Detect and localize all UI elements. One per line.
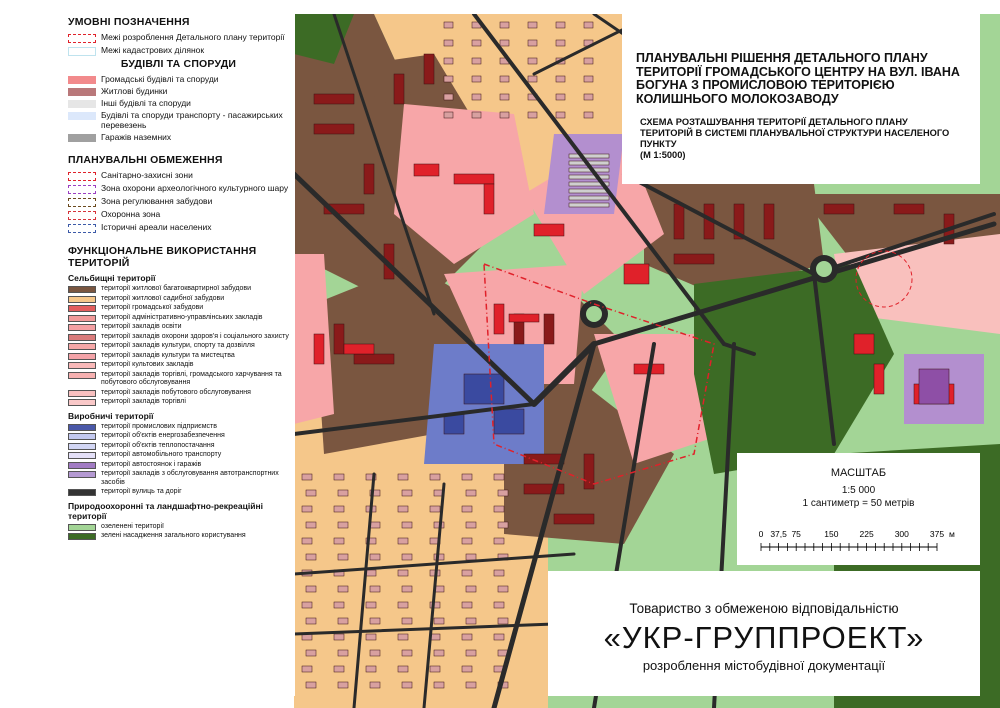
legend-swatch-fn-0-0 [68,286,96,293]
apartment-building [424,54,434,84]
legend-label: Будівлі та споруди транспорту - пасажирських перевезень [101,110,283,130]
legend-swatch-building-4 [68,134,96,142]
house-building [334,634,344,640]
legend-item [68,132,295,142]
legend-swatch-fn-0-4 [68,324,96,331]
scale-tick-label: 150 [824,529,839,539]
apartment-building [364,164,374,194]
house-building [466,554,476,560]
legend-label: озеленені території [101,522,164,530]
house-building [402,650,412,656]
company-block [548,571,980,696]
legend-item [68,488,295,497]
house-building [498,586,508,592]
legend-label: Житлові будинки [101,86,168,96]
house-building [556,94,565,100]
house-building [556,40,565,46]
company-activity: розроблення містобудівної документації [642,658,886,673]
apartment-building [584,454,594,489]
house-building [462,538,472,544]
house-building [500,76,509,82]
legend-item [68,110,295,130]
house-building [472,94,481,100]
roundabout-center [586,306,602,322]
legend-swatch-restriction-3 [68,211,96,220]
legend-swatch-plan-boundary [68,34,96,43]
legend-item [68,361,295,370]
legend-item [68,98,295,108]
house-building [472,76,481,82]
scale-text: 1 сантиметр = 50 метрів [802,498,915,509]
apartment-building [894,204,924,214]
legend-swatch-fn-0-1 [68,296,96,303]
title-block [622,14,980,184]
apartment-building [674,254,714,264]
house-building [528,58,537,64]
public-building [509,314,539,322]
house-building [370,586,380,592]
legend-swatch-restriction-2 [68,198,96,207]
house-building [556,112,565,118]
house-building [498,522,508,528]
legend-functional-title: ФУНКЦІОНАЛЬНЕ ВИКОРИСТАННЯ ТЕРИТОРІЙ [68,245,257,269]
public-building [854,334,874,354]
house-building [494,634,504,640]
scale-tick-label: 225 [859,529,874,539]
legend-item [68,74,295,84]
scale-unit: м [949,529,955,539]
legend-item [68,470,295,487]
house-building [366,634,376,640]
house-building [462,506,472,512]
legend-swatch-fn-0-10 [68,390,96,397]
legend-swatch-fn-1-1 [68,433,96,440]
legend-item [68,532,295,541]
house-building [584,112,593,118]
legend-item [68,451,295,460]
legend-item [68,432,295,441]
house-building [302,506,312,512]
map-title: ПЛАНУВАЛЬНІ РІШЕННЯ ДЕТАЛЬНОГО ПЛАНУ ТЕРИТОРІЇ ГРОМАДСЬКОГО ЦЕНТРУ НА ВУЛ. ІВАНА БОГУНА З ПРОМИСЛОВОЮ ТЕРИТОРІЄЮ КОЛИШНЬОГО МОЛОКОЗАВОДУ [636,51,960,106]
legend-label: Охоронна зона [101,209,161,219]
apartment-building [674,204,684,239]
scale-tick-label: 300 [894,529,909,539]
house-building [402,490,412,496]
public-building [534,224,564,236]
public-building [454,174,494,184]
public-building [874,364,884,394]
legend-swatch-fn-0-6 [68,343,96,350]
garage-building [569,196,609,200]
company-type: Товариство з обмеженою відповідальністю [629,601,899,616]
legend-swatch-building-3 [68,112,96,120]
house-building [466,586,476,592]
garage-building [569,154,609,158]
house-building [302,666,312,672]
apartment-building [544,314,554,344]
legend-item [68,398,295,407]
house-building [556,76,565,82]
house-building [462,666,472,672]
house-building [434,618,444,624]
legend-swatch-fn-0-8 [68,362,96,369]
garage-building [569,189,609,193]
legend-label: Громадські будівлі та споруди [101,74,219,84]
legend-item [68,333,295,342]
legend-swatch-building-0 [68,76,96,84]
scale-title: МАСШТАБ [830,467,887,479]
house-building [444,58,453,64]
scale-tick-label: 375 [929,529,945,539]
legend-label: території автомобільного транспорту [101,451,222,458]
house-building [366,666,376,672]
house-building [500,112,509,118]
legend-item [68,352,295,361]
apartment-building [354,354,394,364]
legend-item [68,285,295,294]
house-building [302,538,312,544]
legend-label: території закладів торгівлі [101,398,186,405]
legend-label: території закладів побутового обслуговування [101,388,251,396]
legend-label: території промислових підприємств [101,422,217,430]
house-building [472,112,481,118]
house-building [462,602,472,608]
house-building [398,538,408,544]
house-building [434,682,444,688]
house-building [398,570,408,576]
legend-label: Історичні ареали населених [101,222,212,232]
house-building [402,522,412,528]
legend-swatch-fn-0-5 [68,334,96,341]
house-building [338,490,348,496]
house-building [370,522,380,528]
legend-conventions-title: УМОВНІ ПОЗНАЧЕННЯ [68,16,190,28]
company-name: «УКР-ГРУППРОЕКТ» [603,620,925,655]
legend-swatch-restriction-4 [68,224,96,233]
house-building [402,554,412,560]
house-building [444,76,453,82]
house-building [466,490,476,496]
legend-label: території закладів освіти [101,323,182,330]
legend-swatch-fn-0-2 [68,305,96,312]
public-building [314,334,324,364]
house-building [494,602,504,608]
house-building [528,112,537,118]
legend-label: території закладів охорони здоров'я і соціального захисту [101,332,289,340]
legend-label: зелені насадження загального користування [101,532,246,539]
public-building [624,264,649,284]
scale-block [737,453,980,565]
legend-label: Інші будівлі та споруди [101,98,191,108]
house-building [434,650,444,656]
legend-item [68,222,295,233]
public-building [414,164,439,176]
map-subtitle [640,117,960,161]
legend-label: території закладів культури та мистецтва [101,351,235,359]
house-building [498,490,508,496]
legend-item [68,423,295,432]
apartment-building [334,324,344,354]
house-building [306,490,316,496]
house-building [338,554,348,560]
house-building [494,506,504,512]
house-building [338,682,348,688]
legend-label: території закладів культури, спорту та дозвілля [101,342,255,349]
legend-item [68,314,295,323]
garage-building [569,203,609,207]
legend-item [68,32,295,43]
legend-item [68,389,295,398]
legend-label: території громадської забудови [101,304,204,311]
legend-label: території вулиць та доріг [101,488,182,495]
legend-item [68,461,295,470]
legend-item [68,183,295,194]
public-building [484,184,494,214]
legend-item [68,45,295,56]
legend-item [68,196,295,207]
house-building [366,570,376,576]
house-building [472,58,481,64]
legend-item [68,295,295,304]
legend-swatch-fn-0-7 [68,353,96,360]
legend-item [68,209,295,220]
apartment-building [314,124,354,134]
legend-swatch-fn-1-3 [68,452,96,459]
public-building [494,304,504,334]
legend-swatch-building-2 [68,100,96,108]
house-building [398,474,408,480]
house-building [500,40,509,46]
legend-swatch-restriction-0 [68,172,96,181]
legend-item [68,86,295,96]
legend-item [68,442,295,451]
legend-label: Санітарно-захисні зони [101,170,193,180]
house-building [444,22,453,28]
house-building [444,112,453,118]
house-building [398,666,408,672]
legend-swatch-cadastral [68,47,96,56]
legend-label: території закладів з обслуговування автотранспортних засобів [101,470,279,486]
legend-label: Зона регулювання забудови [101,196,213,206]
map-subtitle-text: СХЕМА РОЗТАШУВАННЯ ТЕРИТОРІЇ ДЕТАЛЬНОГО ПЛАНУ ТЕРИТОРІЙ В СИСТЕМІ ПЛАНУВАЛЬНОЇ СТРУКТУРИ НАСЕЛЕНОГО ПУНКТУ [640,117,950,149]
legend-swatch-fn-1-4 [68,462,96,469]
legend-item [68,523,295,532]
house-building [466,650,476,656]
house-building [462,570,472,576]
legend-label: території об'єктів теплопостачання [101,441,215,449]
house-building [334,666,344,672]
house-building [498,618,508,624]
apartment-building [524,454,564,464]
house-building [402,618,412,624]
apartment-building [764,204,774,239]
house-building [584,94,593,100]
legend-swatch-fn-1-6 [68,489,96,496]
legend-label: Межі кадастрових ділянок [101,45,205,55]
house-building [430,506,440,512]
house-building [466,522,476,528]
legend-restrictions-title: ПЛАНУВАЛЬНІ ОБМЕЖЕННЯ [68,154,223,166]
legend-group-title: Сельбищні території [68,273,156,283]
scale-tick-label: 0 [758,529,764,539]
house-building [302,474,312,480]
house-building [472,40,481,46]
legend-buildings-title: БУДІВЛІ ТА СПОРУДИ [120,58,237,70]
legend-label: території культових закладів [101,361,194,368]
house-building [584,22,593,28]
legend-label: Гаражів наземних [101,132,172,142]
house-building [528,40,537,46]
legend-swatch-fn-1-0 [68,424,96,431]
legend-label: території адміністративно-управлінських закладів [101,313,263,321]
map-scale-note: (М 1:5000) [640,150,686,160]
house-building [494,570,504,576]
house-building [370,682,380,688]
legend-item [68,371,295,388]
house-building [430,602,440,608]
house-building [462,474,472,480]
house-building [370,618,380,624]
legend-swatch-fn-0-11 [68,399,96,406]
house-building [402,586,412,592]
industrial-building [494,409,524,434]
legend-item [68,323,295,332]
map-legend [62,14,295,696]
house-building [338,586,348,592]
scale-ratio: 1:5 000 [841,485,876,496]
house-building [462,634,472,640]
scale-tick-label: 37,5 [770,529,787,539]
legend-group-title: Виробничі території [68,410,154,421]
scale-tick-label: 75 [791,529,801,539]
house-building [306,682,316,688]
house-building [528,76,537,82]
legend-item [68,304,295,313]
house-building [398,634,408,640]
legend-label: території закладів торгівлі, громадського харчування та побутового обслуговування [101,370,282,386]
legend-swatch-fn-2-1 [68,533,96,540]
house-building [338,650,348,656]
zone-transport [544,134,624,214]
house-building [584,58,593,64]
legend-swatch-restriction-1 [68,185,96,194]
legend-swatch-fn-1-2 [68,443,96,450]
house-building [584,76,593,82]
house-building [306,618,316,624]
house-building [444,94,453,100]
house-building [466,682,476,688]
legend-item [68,342,295,351]
legend-swatch-building-1 [68,88,96,96]
legend-label: Межі розроблення Детального плану території [101,32,285,42]
house-building [334,602,344,608]
legend-label: території об'єктів енергозабезпечення [101,432,225,439]
house-building [306,586,316,592]
legend-label: території автостоянок і гаражів [101,460,202,468]
apartment-building [394,74,404,104]
house-building [402,682,412,688]
house-building [334,538,344,544]
house-building [398,506,408,512]
house-building [494,538,504,544]
garage-building [569,175,609,179]
legend-swatch-fn-0-3 [68,315,96,322]
legend-item [68,170,295,181]
scale-bar [755,527,965,557]
house-building [366,602,376,608]
legend-swatch-fn-2-0 [68,524,96,531]
house-building [302,602,312,608]
industrial-building [464,374,504,404]
apartment-building [314,94,354,104]
legend-label: Зона охорони археологічного культурного шару [101,183,289,193]
roundabout-center [816,261,832,277]
house-building [370,650,380,656]
house-building [500,94,509,100]
legend-label: території житлової багатоквартирної забудови [101,285,252,292]
apartment-building [824,204,854,214]
house-building [334,506,344,512]
apartment-building [554,514,594,524]
legend-label: території житлової садибної забудови [101,294,225,302]
house-building [466,618,476,624]
house-building [338,618,348,624]
house-building [500,22,509,28]
house-building [334,474,344,480]
house-building [444,40,453,46]
house-building [528,22,537,28]
legend-swatch-fn-1-5 [68,471,96,478]
house-building [494,474,504,480]
apartment-building [524,484,564,494]
legend-group-title: Природоохоронні та ландшафтно-рекреаційні території [68,500,263,521]
house-building [306,650,316,656]
house-building [306,522,316,528]
industrial-building [444,414,464,434]
house-building [398,602,408,608]
house-building [306,554,316,560]
transport-building [919,369,949,404]
house-building [430,666,440,672]
public-building [344,344,374,354]
house-building [370,554,380,560]
house-building [556,22,565,28]
house-building [338,522,348,528]
legend-swatch-fn-0-9 [68,372,96,379]
house-building [430,474,440,480]
